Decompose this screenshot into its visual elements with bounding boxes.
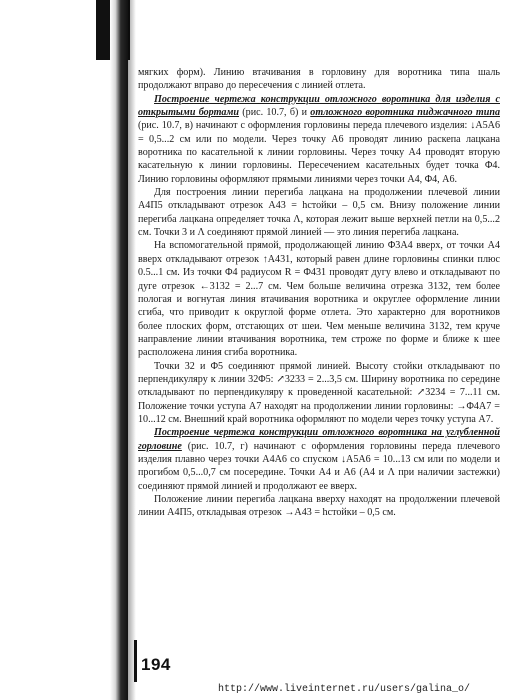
scan-margin [0,0,118,700]
paragraph-stand-height: Точки 32 и Φ5 соединяют прямой линией. Высоту стойки откладывают по перпендикуляру к линии 32Φ5: ↗3233 = 2...3,5 см. Ширину воротника по середине откладывают по перпендикуляру к проведенной касательной: ↗3234 = 7...11 см. Положение точки уступа A7 находят на продолжении линии горловины: →Φ4A7 = 10...12 см. Внешний край воротника оформляют по модели через точку уступа A7. [138,360,500,425]
paragraph-deep-neckline-collar: Построение чертежа конструкции отложного воротника на углубленной горловине (рис. 10.7, г) начинают с оформления горловины переда плечевого изделия плавно через точки A4A6 со спуском ↓A5A6 = 10...13 см или по модели и прогибом 0,5...0,7 см посередине. Точки A4 и A6 (A4 и Λ при наличии застежки) соединяют прямой линией и продолжают ее вверх. [138,427,500,492]
paragraph-open-lapel-collar: Построение чертежа конструкции отложного воротника для изделия с открытыми бортами (рис. 10.7, б) и отложного воротника пиджачного типа (рис. 10.7, в) начинают с оформления горловины переда плечевого изделия: ↓A5A6 = 0,5...2 см или по модели. Через точку A6 проводят линию раскепа лацкана воротника по касательной к линии горловины. Через точку A4 проводят вторую касательную к линии горловины. Пересечением касательных будет точка Φ4. Линию горловины оформляют прямыми линиями через точки A4, Φ4, A6. [138,93,500,185]
page-text-body [138,66,500,520]
paragraph-fold-line-position: Положение линии перегиба лацкана вверху находят на продолжении плечевой линии A4П5, откладывая отрезок →A43 = hстойки – 0,5 см. [138,494,500,519]
scan-binding-shadow [110,0,128,700]
page-number-rule [134,640,137,682]
page-number: 194 [141,655,171,674]
section-heading: Построение чертежа конструкции отложного воротника для изделия с открытыми бортами [138,93,500,119]
footer-url-watermark: http://www.liveinternet.ru/users/galina_o/ [218,684,471,695]
paragraph-continuation: мягких форм). Линию втачивания в горловину для воротника типа шаль продолжают вправо до пересечения с линией отлета. [138,67,500,92]
paragraph-auxiliary-line: На вспомогательной прямой, продолжающей линию Φ3A4 вверх, от точки A4 вверх откладывают отрезок ↑A431, который равен длине горловины спинки плюс 0.5...1 см. Из точки Φ4 радиусом R = Φ431 проводят дугу влево и откладывают по дуге отрезок ←3132 = 2...7 см. Чем больше величина отрезка 3132, тем более пологая и вогнутая линия втачивания воротника и округлее оформление линии сгиба, что приводит к округлой форме отлета. Это характерно для воротников более плоских форм, отстающих от шеи. Чем меньше величина 3132, тем круче направление линии втачивания воротника, тем строже по форме и ближе к шее расположена линия сгиба воротника. [138,240,500,359]
section-heading: Построение чертежа конструкции отложного воротника на углубленной горловине [138,427,500,452]
paragraph-lapel-fold-line: Для построения линии перегиба лацкана на продолжении плечевой линии A4П5 откладывают отрезок A43 = hстойки – 0,5 см. Внизу положение линии перегиба лацкана определяет точка Λ, которая лежит выше верхней петли на 0,5...2 см. Точки 3 и Λ соединяют прямой линией — это линия перегиба лацкана. [138,187,500,239]
gutter-shadow [128,0,136,700]
section-heading-secondary: отложного воротника пиджачного типа [310,107,500,119]
